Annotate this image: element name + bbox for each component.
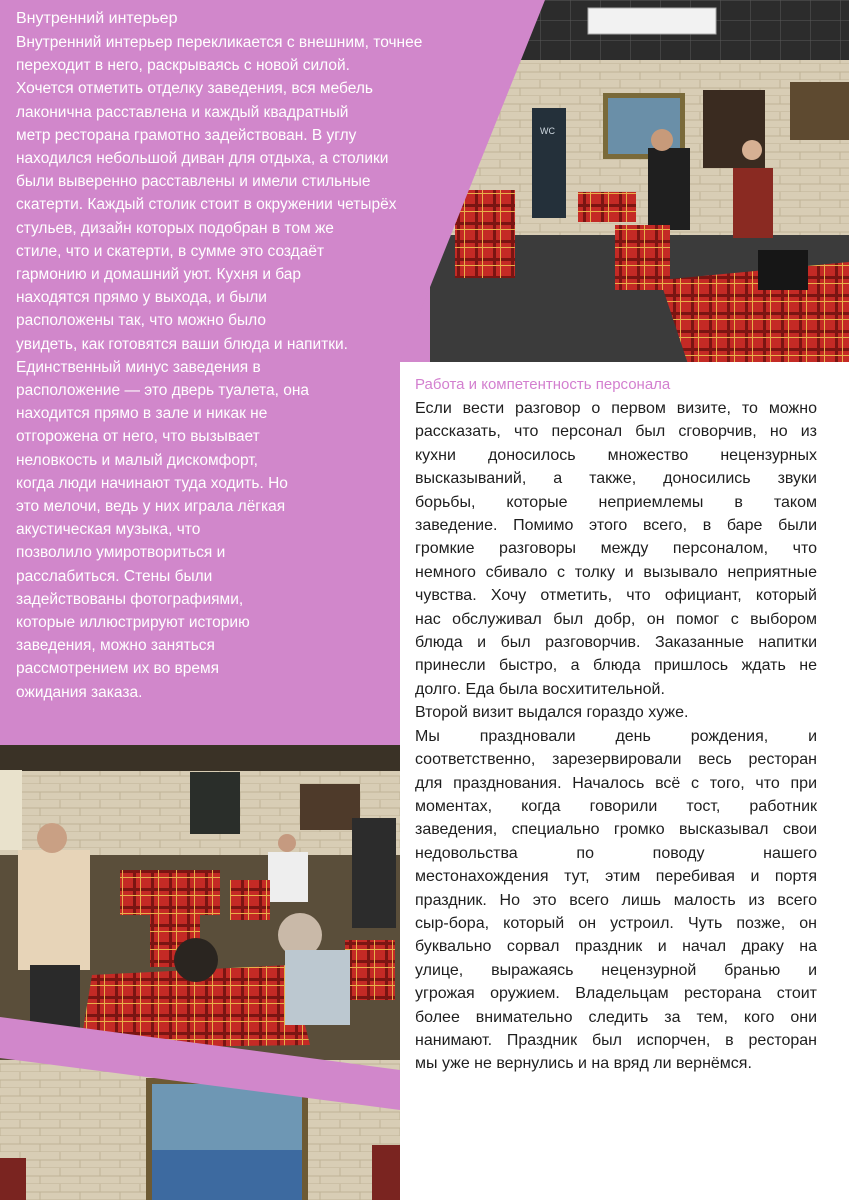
text-line: соответственно, зарезервировали весь ресторан (415, 751, 817, 769)
text-line: это мелочи, ведь у них играла лёгкая (16, 498, 286, 516)
text-line: ожидания заказа. (16, 683, 143, 701)
text-line: Хочется отметить отделку заведения, вся мебель (16, 80, 373, 98)
text-line: блюда и был разговорчив. Заказанные напитки (415, 634, 817, 652)
text-line: задействованы фотографиями, (16, 590, 244, 608)
text-line: кухни доносилось множество нецензурных (415, 446, 817, 464)
text-line: для празднования. Началось всё с того, что при (415, 774, 817, 792)
text-line: рассмотрением их во время (16, 660, 220, 678)
text-line: заведения, можно заняться (16, 637, 215, 655)
text-line: принесли быстро, а блюда пришлось ждать не (415, 657, 817, 675)
text-line: улице, выражаясь нецензурной бранью и (415, 961, 817, 979)
staff-section (415, 375, 817, 1076)
interior-heading: Внутренний интерьер (16, 10, 178, 27)
staff-text (415, 397, 817, 1076)
text-line: высказываний, а также, доносились звуки (415, 470, 817, 488)
text-line: рассказать, что персонал был сговорчив, но из (415, 423, 817, 441)
text-line: расслабиться. Стены были (16, 567, 213, 585)
text-line: немного сбивало с толку и вызывало неприятные (415, 563, 817, 581)
text-line: более внимательно следить за тем, кого они (415, 1008, 817, 1026)
text-line: недовольства по поводу нашего (415, 844, 817, 862)
text-line: позволило умиротвориться и (16, 544, 226, 562)
text-line: стиле, что и скатерти, в сумме это создаёт (16, 242, 325, 260)
text-line: чувства. Хочу отметить, что официант, который (415, 587, 817, 605)
text-line: угрожая оружием. Владельцам ресторана стоит (415, 985, 817, 1003)
text-line: заведения, специально громко высказывал свои (415, 821, 817, 839)
text-line: находятся прямо у выхода, и были (16, 289, 267, 307)
text-line: громкие разговоры между персоналом, что (415, 540, 817, 558)
text-line: мы уже не вернулись и на вряд ли вернёмся. (415, 1055, 752, 1073)
text-line: неловкость и малый дискомфорт, (16, 451, 258, 469)
text-line: были выверенно расставлены и имели стильные (16, 173, 371, 191)
text-line: гармонию и домашний уют. Кухня и бар (16, 266, 302, 284)
text-line: лаконична расставлена и каждый квадратный (16, 103, 349, 121)
text-line: отгорожена от него, что вызывает (16, 428, 260, 446)
wc-sign: WC (540, 126, 555, 136)
pink-panel-bottom (0, 1017, 400, 1110)
text-line: стульев, дизайн которых подобран в том же (16, 219, 334, 237)
text-line: находится прямо в зале и никак не (16, 405, 268, 423)
text-line: сыр-бора, который он устроил. Чуть позже, он (415, 914, 817, 932)
text-line: нанимают. Праздник был испорчен, в ресторан (415, 1031, 817, 1049)
staff-heading: Работа и компетентность персонала (415, 376, 671, 393)
text-line: заведение. Помимо этого всего, в баре были (415, 517, 817, 535)
text-line: которые иллюстрируют историю (16, 614, 250, 632)
text-line: Внутренний интерьер перекликается с внешним, точнее (16, 34, 423, 51)
text-line: Единственный минус заведения в (16, 358, 261, 376)
text-line: когда люди начинают туда ходить. Но (16, 474, 288, 492)
text-line: расположение — это дверь туалета, она (16, 382, 309, 400)
text-line: переходит в него, раскрываясь с новой силой. (16, 57, 350, 75)
text-line: Мы праздновали день рождения, и (415, 727, 817, 745)
text-line: метр ресторана грамотно задействован. В углу (16, 126, 357, 144)
text-line: буквально сорвал праздник и начал драку на (415, 938, 817, 956)
text-line: Если вести разговор о первом визите, то можно (415, 400, 817, 417)
text-line: нас обслуживал был добр, он помог с выбором (415, 610, 817, 628)
text-line: долго. Еда была восхитительной. (415, 680, 665, 698)
text-line: скатерти. Каждый столик стоит в окружении четырёх (16, 196, 397, 214)
text-line: моментах, когда говорили тост, работник (415, 797, 817, 815)
text-line: борьбы, которые неприемлемы в таком (415, 493, 817, 511)
text-line: акустическая музыка, что (16, 521, 201, 539)
text-line: местонахождения тут, этим перебивая и портя (415, 868, 817, 886)
text-line: праздник. Но это всего лишь малость из всего (415, 891, 817, 909)
text-line: Второй визит выдался гораздо хуже. (415, 704, 689, 722)
text-line: находился небольшой диван для отдыха, а столики (16, 150, 389, 168)
text-line: расположены так, что можно было (16, 312, 267, 330)
text-line: увидеть, как готовятся ваши блюда и напитки. (16, 335, 348, 353)
